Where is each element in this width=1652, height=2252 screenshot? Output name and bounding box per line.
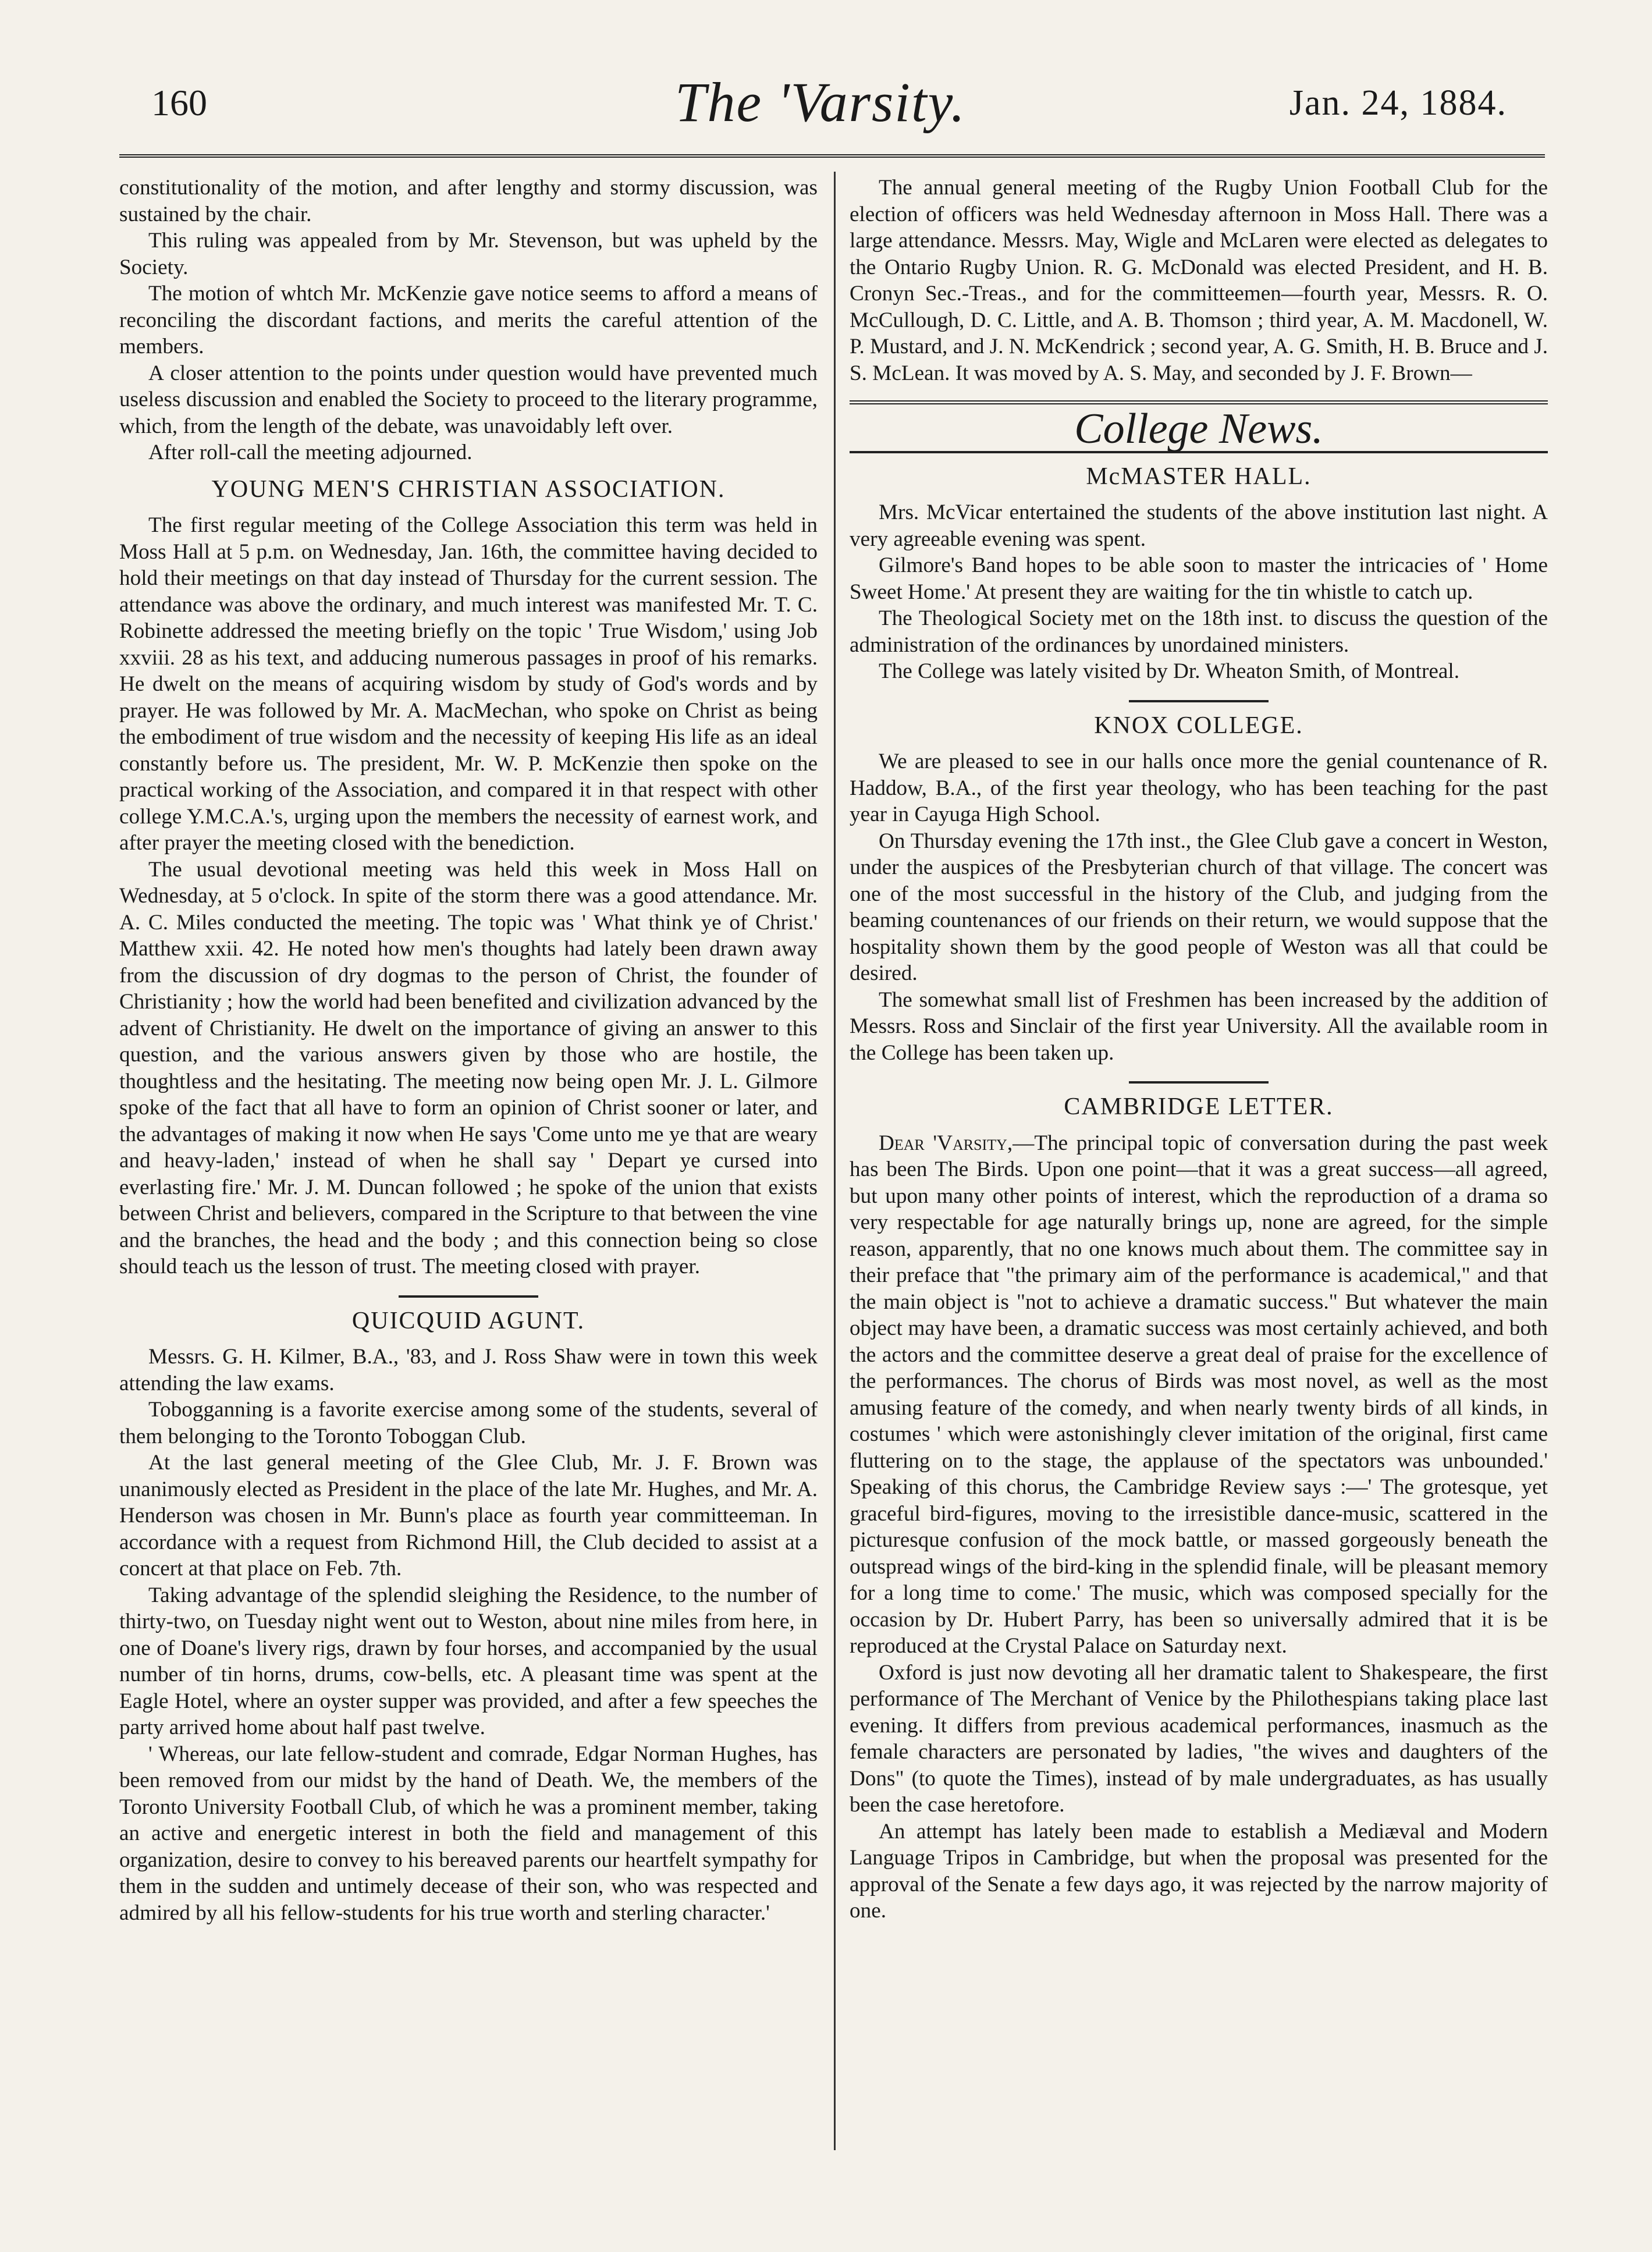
- section-rule: [850, 400, 1548, 404]
- paragraph: An attempt has lately been made to establish a Mediæval and Modern Language Tripos in Cambridge, but when the proposal was presented for the approval of the Senate a few days ago, it was rejected by the narrow majority of one.: [850, 1819, 1548, 1923]
- paragraph: Mrs. McVicar entertained the students of the above institution last night. A very agreeable evening was spent.: [850, 500, 1548, 551]
- salutation: Dear 'Varsity,: [879, 1131, 1013, 1155]
- paragraph: We are pleased to see in our halls once more the genial countenance of R. Haddow, B.A., of the first year theology, who has been teaching for the past year in Cayuga High School.: [850, 750, 1548, 826]
- column-divider: [834, 172, 836, 2150]
- paragraph: Gilmore's Band hopes to be able soon to master the intricacies of ' Home Sweet Home.' At present they are waiting for the tin whistle to catch up.: [850, 553, 1548, 604]
- paragraph: The motion of whtch Mr. McKenzie gave notice seems to afford a means of reconciling the discordant factions, and merits the careful attention of the members.: [119, 282, 818, 358]
- masthead-rule: [119, 154, 1545, 158]
- paragraph: On Thursday evening the 17th inst., the Glee Club gave a concert in Weston, under the auspices of the Presbyterian church of that village. The concert was one of the most successful in the history of the Club, and judging from the beaming countenances of our friends on their return, we would suppose that the hospitality shown them by the good people of Weston was all that could be desired.: [850, 829, 1548, 985]
- college-news-title: College News.: [1074, 405, 1323, 453]
- paragraph: At the last general meeting of the Glee Club, Mr. J. F. Brown was unanimously elected as President in the place of the late Mr. Hughes, and Mr. A. Henderson was chosen in Mr. Bunn's place as fourth year committeeman. In accordance with a request from Richmond Hill, the Club decided to assist at a concert at that place on Feb. 7th.: [119, 1451, 818, 1580]
- quicquid-agunt-heading: QUICQUID AGUNT.: [351, 1307, 585, 1334]
- right-column: [850, 175, 1548, 1924]
- section-divider: [1129, 700, 1269, 702]
- paragraph: constitutionality of the motion, and after lengthy and stormy discussion, was sustained by the chair.: [119, 176, 818, 226]
- left-column: [119, 175, 818, 1926]
- paragraph: ' Whereas, our late fellow-student and comrade, Edgar Norman Hughes, has been removed from our midst by the hand of Death. We, the members of the Toronto University Football Club, of which he was a prominent member, taking an active and energetic interest in both the field and management of this organization, desire to convey to his bereaved parents our heartfelt sympathy for them in the sudden and untimely decease of their son, who was respected and admired by all his fellow-students for his true worth and sterling character.': [119, 1742, 818, 1925]
- cambridge-letter-heading: CAMBRIDGE LETTER.: [1064, 1093, 1334, 1120]
- paragraph: Messrs. G. H. Kilmer, B.A., '83, and J. Ross Shaw were in town this week attending the law exams.: [119, 1345, 818, 1395]
- letter-text: —The principal topic of conversation during the past week has been The Birds. Upon one point—that it was a great success—all agreed, but upon many other points of interest, which the reproduction of a drama so very respectable for age naturally brings up, none are agreed, for the simple reason, apparently, that no one knows much about them. The committee say in their preface that "the primary aim of the performance is academical," and that the main object is "not to achieve a dramatic success." But whatever the main object may have been, a dramatic success was most certainly achieved, and both the actors and the committee deserve a great deal of praise for the excellence of the performances. The chorus of Birds was most novel, as well as the most amusing feature of the comedy, and when nearly twenty birds of all kinds, in costumes ' which were astonishingly clever imitation of the original, first came fluttering on to the stage, the applause of the spectators was unbounded.' Speaking of this chorus, the Cambridge Review says :—' The grotesque, yet graceful bird-figures, moving to the irresistible dance-music, scattered in the picturesque confusion of the mock battle, or massed gorgeously beneath the outspread wings of the bird-king in the splendid finale, will be pleasant memory for a long time to come.' The music, which was composed specially for the occasion by Dr. Hubert Parry, has been so universally admired that it is be reproduced at the Crystal Palace on Saturday next.: [850, 1131, 1548, 1658]
- ymca-heading: YOUNG MEN'S CHRISTIAN ASSOCIATION.: [211, 475, 726, 503]
- page-number: 160: [151, 82, 207, 123]
- paragraph: A closer attention to the points under question would have prevented much useless discussion and enabled the Society to proceed to the literary programme, which, from the length of the debate, was unavoidably left over.: [119, 361, 818, 438]
- mcmaster-hall-heading: McMASTER HALL.: [1086, 463, 1312, 490]
- paragraph: After roll-call the meeting adjourned.: [148, 441, 472, 464]
- paragraph: This ruling was appealed from by Mr. Stevenson, but was upheld by the Society.: [119, 229, 818, 279]
- paragraph: The usual devotional meeting was held this week in Moss Hall on Wednesday, at 5 o'clock. In spite of the storm there was a good attendance. Mr. A. C. Miles conducted the meeting. The topic was ' What think ye of Christ.' Matthew xxii. 42. He noted how men's thoughts had lately been drawn away from the discussion of dry dogmas to the person of Christ, the founder of Christianity ; how the world had been benefited and civilization advanced by the advent of Christianity. He dwelt on the importance of giving an answer to this question, and the various answers given by those who are hostile, the thoughtless and the hesitating. The meeting now being open Mr. J. L. Gilmore spoke of the fact that all have to form an opinion of Christ sooner or later, and the advantages of making it now when He says 'Come unto me ye that are weary and heavy-laden,' instead of when he shall say ' Depart ye cursed into everlasting fire.' Mr. J. M. Duncan followed ; he spoke of the union that exists between Christ and believers, compared in the Scripture to that between the vine and the branches, the head and the body ; and this connection being so close should teach us the lesson of trust. The meeting closed with prayer.: [119, 857, 818, 1278]
- paragraph: The first regular meeting of the College Association this term was held in Moss Hall at 5 p.m. on Wednesday, Jan. 16th, the committee having decided to hold their meetings on that day instead of Thursday for the current session. The attendance was above the ordinary, and much interest was manifested Mr. T. C. Robinette addressed the meeting briefly on the topic ' True Wisdom,' using Job xxviii. 28 as his text, and adducing numerous passages in proof of his remarks. He dwelt on the means of acquiring wisdom by study of God's words and by prayer. He was followed by Mr. A. MacMechan, who spoke on Christ as being the embodiment of true wisdom and the necessity of keeping His life as an ideal constantly before us. The president, Mr. W. P. McKenzie then spoke on the practical working of the Association, and compared it in that respect with other college Y.M.C.A.'s, urging upon the members the necessity of earnest work, and after prayer the meeting closed with the benediction.: [119, 513, 818, 855]
- section-divider: [1129, 1081, 1269, 1084]
- paragraph: Tobogganning is a favorite exercise among some of the students, several of them belonging to the Toronto Toboggan Club.: [119, 1398, 818, 1448]
- paragraph: The somewhat small list of Freshmen has been increased by the addition of Messrs. Ross and Sinclair of the first year University. All the available room in the College has been taken up.: [850, 988, 1548, 1065]
- paragraph: The annual general meeting of the Rugby Union Football Club for the election of officers was held Wednesday afternoon in Moss Hall. There was a large attendance. Messrs. May, Wigle and McLaren were elected as delegates to the Ontario Rugby Union. R. G. McDonald was elected President, and H. B. Cronyn Sec.-Treas., and for the committeemen—fourth year, Messrs. R. O. McCullough, D. C. Little, and A. B. Thomson ; third year, A. M. Macdonell, W. P. Mustard, and J. N. McKendrick ; second year, A. G. Smith, H. B. Bruce and J. S. McLean. It was moved by A. S. May, and seconded by J. F. Brown—: [850, 176, 1548, 385]
- issue-date: Jan. 24, 1884.: [1289, 83, 1507, 123]
- paragraph: The College was lately visited by Dr. Wheaton Smith, of Montreal.: [879, 659, 1460, 683]
- paragraph: Taking advantage of the splendid sleighing the Residence, to the number of thirty-two, on Tuesday night went out to Weston, about nine miles from here, in one of Doane's livery rigs, drawn by four horses, and accompanied by the usual number of tin horns, drums, cow-bells, etc. A pleasant time was spent at the Eagle Hotel, where an oyster supper was provided, and after a few speeches the party arrived home about half past twelve.: [119, 1583, 818, 1739]
- knox-college-heading: KNOX COLLEGE.: [1094, 712, 1303, 739]
- section-divider: [399, 1295, 538, 1298]
- paragraph: [850, 1130, 1548, 1660]
- publication-title: The 'Varsity.: [675, 71, 966, 133]
- paragraph: Oxford is just now devoting all her dramatic talent to Shakespeare, the first performance of The Merchant of Venice by the Philothespians taking place last evening. It differs from previous academical performances, inasmuch as the female characters are personated by ladies, "the wives and daughters of the Dons" (to quote the Times), instead of by male undergraduates, as has usually been the case heretofore.: [850, 1660, 1548, 1817]
- masthead: [116, 70, 1525, 151]
- paragraph: The Theological Society met on the 18th inst. to discuss the question of the administration of the ordinances by unordained ministers.: [850, 606, 1548, 657]
